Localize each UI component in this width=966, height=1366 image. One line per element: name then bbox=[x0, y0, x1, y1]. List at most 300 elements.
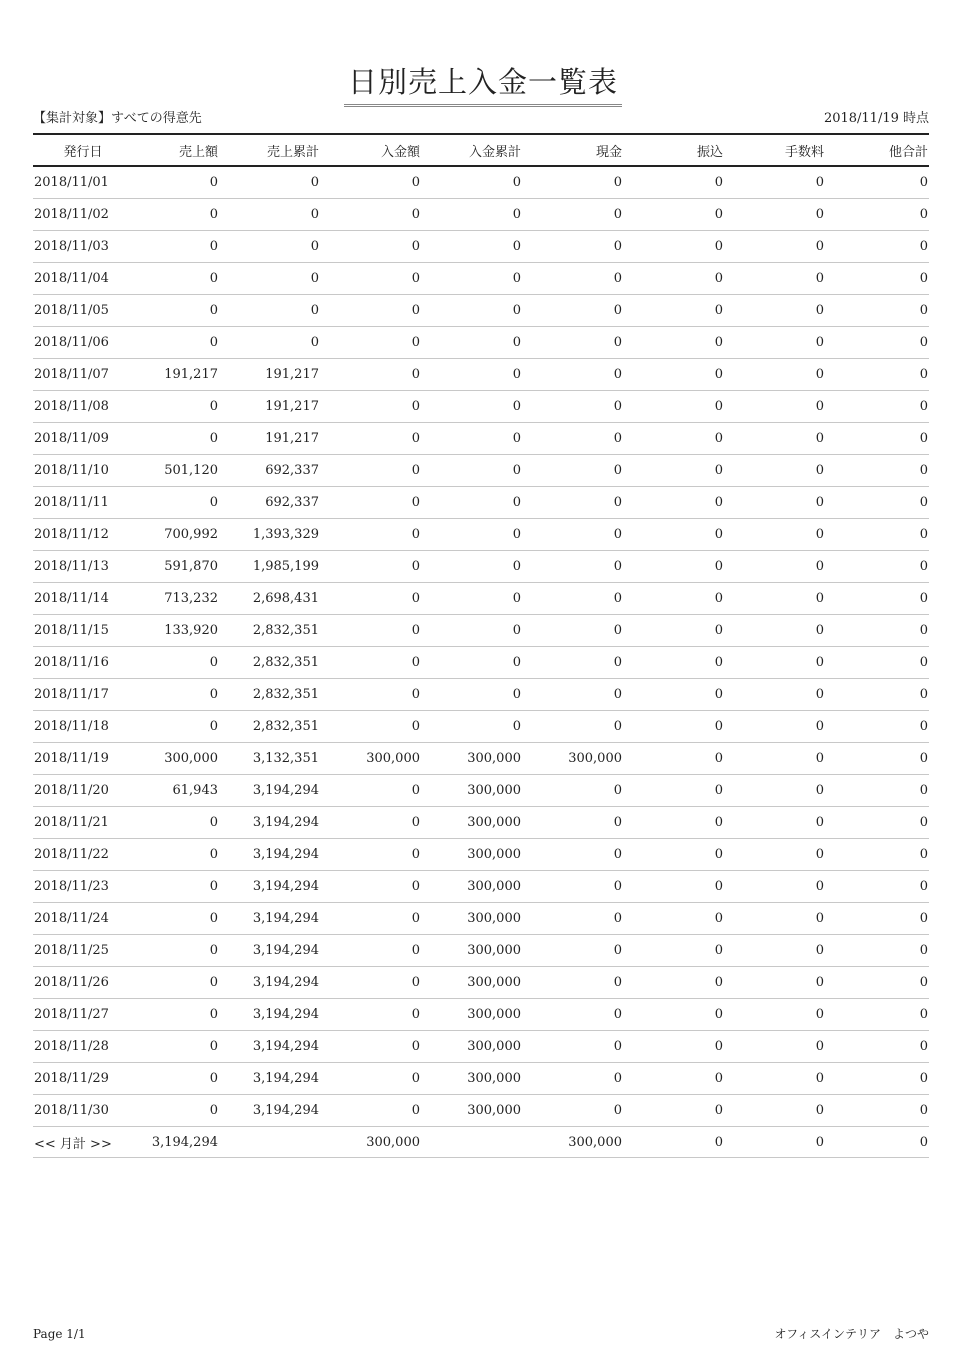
cell-payment: 0 bbox=[320, 711, 421, 743]
cell-sales-cumulative: 3,194,294 bbox=[219, 967, 320, 999]
cell-payment: 0 bbox=[320, 903, 421, 935]
cell-payment: 0 bbox=[320, 935, 421, 967]
cell-other-total: 0 bbox=[825, 519, 929, 551]
cell-transfer: 0 bbox=[623, 839, 724, 871]
cell-fee: 0 bbox=[724, 903, 825, 935]
cell-sales: 0 bbox=[133, 647, 219, 679]
cell-sales: 133,920 bbox=[133, 615, 219, 647]
cell-payment-cumulative: 300,000 bbox=[421, 967, 522, 999]
total-sales: 3,194,294 bbox=[133, 1127, 219, 1158]
cell-payment-cumulative: 0 bbox=[421, 295, 522, 327]
column-header-fee: 手数料 bbox=[724, 134, 825, 166]
cell-payment-cumulative: 0 bbox=[421, 551, 522, 583]
cell-other-total: 0 bbox=[825, 935, 929, 967]
cell-date: 2018/11/02 bbox=[33, 199, 133, 231]
cell-other-total: 0 bbox=[825, 551, 929, 583]
cell-date: 2018/11/23 bbox=[33, 871, 133, 903]
cell-cash: 0 bbox=[522, 615, 623, 647]
cell-payment-cumulative: 300,000 bbox=[421, 871, 522, 903]
cell-payment: 0 bbox=[320, 231, 421, 263]
cell-payment: 0 bbox=[320, 551, 421, 583]
monthly-total-row bbox=[33, 1127, 929, 1158]
table-row bbox=[33, 839, 929, 871]
cell-fee: 0 bbox=[724, 231, 825, 263]
column-header-cash: 現金 bbox=[522, 134, 623, 166]
column-header-sales: 売上額 bbox=[133, 134, 219, 166]
cell-date: 2018/11/22 bbox=[33, 839, 133, 871]
cell-payment-cumulative: 300,000 bbox=[421, 1031, 522, 1063]
cell-sales: 0 bbox=[133, 263, 219, 295]
table-row bbox=[33, 647, 929, 679]
cell-fee: 0 bbox=[724, 519, 825, 551]
cell-sales: 0 bbox=[133, 1095, 219, 1127]
cell-date: 2018/11/29 bbox=[33, 1063, 133, 1095]
cell-payment: 0 bbox=[320, 583, 421, 615]
table-row bbox=[33, 551, 929, 583]
table-row bbox=[33, 935, 929, 967]
cell-payment: 0 bbox=[320, 1095, 421, 1127]
cell-sales-cumulative: 3,194,294 bbox=[219, 807, 320, 839]
cell-fee: 0 bbox=[724, 423, 825, 455]
cell-sales: 0 bbox=[133, 967, 219, 999]
cell-sales: 0 bbox=[133, 1031, 219, 1063]
cell-sales-cumulative: 0 bbox=[219, 166, 320, 199]
cell-payment: 0 bbox=[320, 647, 421, 679]
cell-other-total: 0 bbox=[825, 263, 929, 295]
table-row bbox=[33, 711, 929, 743]
table-row bbox=[33, 359, 929, 391]
cell-date: 2018/11/26 bbox=[33, 967, 133, 999]
cell-fee: 0 bbox=[724, 743, 825, 775]
table-row bbox=[33, 679, 929, 711]
cell-sales-cumulative: 0 bbox=[219, 199, 320, 231]
cell-payment-cumulative: 0 bbox=[421, 615, 522, 647]
cell-date: 2018/11/11 bbox=[33, 487, 133, 519]
column-header-transfer: 振込 bbox=[623, 134, 724, 166]
cell-transfer: 0 bbox=[623, 871, 724, 903]
cell-other-total: 0 bbox=[825, 391, 929, 423]
cell-fee: 0 bbox=[724, 615, 825, 647]
total-sales-cumulative bbox=[219, 1127, 320, 1158]
cell-payment: 0 bbox=[320, 775, 421, 807]
cell-cash: 0 bbox=[522, 647, 623, 679]
cell-transfer: 0 bbox=[623, 551, 724, 583]
cell-fee: 0 bbox=[724, 583, 825, 615]
cell-payment-cumulative: 300,000 bbox=[421, 1095, 522, 1127]
cell-other-total: 0 bbox=[825, 711, 929, 743]
cell-other-total: 0 bbox=[825, 327, 929, 359]
cell-date: 2018/11/13 bbox=[33, 551, 133, 583]
cell-sales: 191,217 bbox=[133, 359, 219, 391]
cell-sales-cumulative: 191,217 bbox=[219, 391, 320, 423]
table-header bbox=[33, 134, 929, 166]
total-cash: 300,000 bbox=[522, 1127, 623, 1158]
cell-payment-cumulative: 0 bbox=[421, 711, 522, 743]
cell-transfer: 0 bbox=[623, 295, 724, 327]
cell-other-total: 0 bbox=[825, 199, 929, 231]
cell-other-total: 0 bbox=[825, 455, 929, 487]
cell-fee: 0 bbox=[724, 871, 825, 903]
total-payment-cumulative bbox=[421, 1127, 522, 1158]
cell-fee: 0 bbox=[724, 295, 825, 327]
cell-sales-cumulative: 3,194,294 bbox=[219, 1031, 320, 1063]
cell-payment-cumulative: 300,000 bbox=[421, 935, 522, 967]
company-name: オフィスインテリア よつや bbox=[774, 1327, 929, 1341]
cell-other-total: 0 bbox=[825, 1031, 929, 1063]
cell-sales: 0 bbox=[133, 679, 219, 711]
cell-fee: 0 bbox=[724, 487, 825, 519]
cell-date: 2018/11/07 bbox=[33, 359, 133, 391]
cell-date: 2018/11/05 bbox=[33, 295, 133, 327]
table-row bbox=[33, 871, 929, 903]
cell-transfer: 0 bbox=[623, 583, 724, 615]
page-number: Page 1/1 bbox=[33, 1327, 86, 1341]
cell-cash: 0 bbox=[522, 967, 623, 999]
cell-payment: 0 bbox=[320, 327, 421, 359]
cell-transfer: 0 bbox=[623, 1063, 724, 1095]
cell-fee: 0 bbox=[724, 455, 825, 487]
cell-cash: 0 bbox=[522, 263, 623, 295]
cell-cash: 0 bbox=[522, 487, 623, 519]
cell-payment-cumulative: 0 bbox=[421, 263, 522, 295]
cell-payment: 0 bbox=[320, 1031, 421, 1063]
cell-fee: 0 bbox=[724, 1031, 825, 1063]
table-row bbox=[33, 199, 929, 231]
cell-payment-cumulative: 0 bbox=[421, 679, 522, 711]
cell-other-total: 0 bbox=[825, 423, 929, 455]
cell-payment-cumulative: 0 bbox=[421, 487, 522, 519]
cell-cash: 0 bbox=[522, 359, 623, 391]
table-row bbox=[33, 295, 929, 327]
cell-payment: 0 bbox=[320, 295, 421, 327]
cell-sales-cumulative: 3,194,294 bbox=[219, 1095, 320, 1127]
cell-other-total: 0 bbox=[825, 487, 929, 519]
cell-transfer: 0 bbox=[623, 903, 724, 935]
cell-sales: 0 bbox=[133, 295, 219, 327]
cell-payment: 0 bbox=[320, 391, 421, 423]
table-row bbox=[33, 807, 929, 839]
cell-sales-cumulative: 3,194,294 bbox=[219, 1063, 320, 1095]
cell-other-total: 0 bbox=[825, 583, 929, 615]
cell-date: 2018/11/20 bbox=[33, 775, 133, 807]
cell-other-total: 0 bbox=[825, 647, 929, 679]
cell-cash: 0 bbox=[522, 1031, 623, 1063]
total-label: << 月計 >> bbox=[33, 1127, 133, 1158]
cell-payment: 0 bbox=[320, 166, 421, 199]
cell-payment: 0 bbox=[320, 615, 421, 647]
table-row bbox=[33, 231, 929, 263]
cell-sales-cumulative: 3,194,294 bbox=[219, 839, 320, 871]
cell-transfer: 0 bbox=[623, 327, 724, 359]
cell-cash: 0 bbox=[522, 871, 623, 903]
cell-sales: 0 bbox=[133, 839, 219, 871]
page-title bbox=[0, 62, 966, 107]
report-subheader bbox=[33, 109, 929, 129]
cell-other-total: 0 bbox=[825, 359, 929, 391]
cell-payment-cumulative: 300,000 bbox=[421, 1063, 522, 1095]
cell-cash: 0 bbox=[522, 551, 623, 583]
cell-payment: 0 bbox=[320, 487, 421, 519]
cell-date: 2018/11/25 bbox=[33, 935, 133, 967]
cell-other-total: 0 bbox=[825, 1063, 929, 1095]
cell-transfer: 0 bbox=[623, 807, 724, 839]
cell-fee: 0 bbox=[724, 263, 825, 295]
cell-payment-cumulative: 0 bbox=[421, 199, 522, 231]
cell-fee: 0 bbox=[724, 391, 825, 423]
cell-date: 2018/11/19 bbox=[33, 743, 133, 775]
table-row bbox=[33, 967, 929, 999]
cell-cash: 0 bbox=[522, 295, 623, 327]
cell-transfer: 0 bbox=[623, 1031, 724, 1063]
cell-sales: 0 bbox=[133, 1063, 219, 1095]
cell-fee: 0 bbox=[724, 551, 825, 583]
cell-sales-cumulative: 0 bbox=[219, 295, 320, 327]
table-row bbox=[33, 775, 929, 807]
cell-transfer: 0 bbox=[623, 519, 724, 551]
cell-date: 2018/11/04 bbox=[33, 263, 133, 295]
cell-cash: 0 bbox=[522, 1063, 623, 1095]
cell-date: 2018/11/03 bbox=[33, 231, 133, 263]
total-payment: 300,000 bbox=[320, 1127, 421, 1158]
cell-date: 2018/11/18 bbox=[33, 711, 133, 743]
cell-fee: 0 bbox=[724, 166, 825, 199]
cell-payment-cumulative: 300,000 bbox=[421, 743, 522, 775]
table-body bbox=[33, 166, 929, 1127]
cell-sales: 300,000 bbox=[133, 743, 219, 775]
cell-payment: 0 bbox=[320, 839, 421, 871]
cell-payment-cumulative: 300,000 bbox=[421, 999, 522, 1031]
cell-sales: 0 bbox=[133, 871, 219, 903]
daily-sales-table bbox=[33, 133, 929, 1158]
cell-sales: 0 bbox=[133, 166, 219, 199]
cell-transfer: 0 bbox=[623, 231, 724, 263]
cell-transfer: 0 bbox=[623, 615, 724, 647]
cell-sales: 713,232 bbox=[133, 583, 219, 615]
cell-other-total: 0 bbox=[825, 231, 929, 263]
cell-sales: 700,992 bbox=[133, 519, 219, 551]
cell-fee: 0 bbox=[724, 199, 825, 231]
cell-date: 2018/11/15 bbox=[33, 615, 133, 647]
cell-sales: 0 bbox=[133, 231, 219, 263]
cell-date: 2018/11/01 bbox=[33, 166, 133, 199]
cell-sales-cumulative: 3,194,294 bbox=[219, 871, 320, 903]
cell-transfer: 0 bbox=[623, 455, 724, 487]
cell-sales: 0 bbox=[133, 999, 219, 1031]
cell-date: 2018/11/28 bbox=[33, 1031, 133, 1063]
cell-transfer: 0 bbox=[623, 487, 724, 519]
cell-cash: 0 bbox=[522, 519, 623, 551]
cell-payment-cumulative: 300,000 bbox=[421, 807, 522, 839]
cell-sales: 0 bbox=[133, 391, 219, 423]
cell-fee: 0 bbox=[724, 775, 825, 807]
cell-other-total: 0 bbox=[825, 903, 929, 935]
table-row bbox=[33, 1031, 929, 1063]
cell-payment: 0 bbox=[320, 263, 421, 295]
cell-date: 2018/11/06 bbox=[33, 327, 133, 359]
cell-cash: 0 bbox=[522, 391, 623, 423]
cell-payment: 0 bbox=[320, 423, 421, 455]
cell-payment: 0 bbox=[320, 871, 421, 903]
cell-other-total: 0 bbox=[825, 743, 929, 775]
cell-sales-cumulative: 191,217 bbox=[219, 359, 320, 391]
table-row bbox=[33, 519, 929, 551]
cell-sales: 0 bbox=[133, 807, 219, 839]
cell-date: 2018/11/27 bbox=[33, 999, 133, 1031]
cell-cash: 0 bbox=[522, 423, 623, 455]
cell-fee: 0 bbox=[724, 711, 825, 743]
cell-payment: 0 bbox=[320, 359, 421, 391]
cell-transfer: 0 bbox=[623, 359, 724, 391]
cell-transfer: 0 bbox=[623, 679, 724, 711]
cell-date: 2018/11/08 bbox=[33, 391, 133, 423]
cell-sales: 0 bbox=[133, 711, 219, 743]
cell-payment-cumulative: 0 bbox=[421, 359, 522, 391]
cell-sales-cumulative: 3,194,294 bbox=[219, 935, 320, 967]
cell-other-total: 0 bbox=[825, 1095, 929, 1127]
cell-transfer: 0 bbox=[623, 647, 724, 679]
cell-other-total: 0 bbox=[825, 615, 929, 647]
cell-fee: 0 bbox=[724, 1063, 825, 1095]
cell-cash: 0 bbox=[522, 231, 623, 263]
cell-payment-cumulative: 300,000 bbox=[421, 775, 522, 807]
cell-other-total: 0 bbox=[825, 295, 929, 327]
cell-cash: 0 bbox=[522, 1095, 623, 1127]
cell-cash: 0 bbox=[522, 999, 623, 1031]
table-row bbox=[33, 1095, 929, 1127]
cell-payment-cumulative: 0 bbox=[421, 647, 522, 679]
cell-fee: 0 bbox=[724, 935, 825, 967]
cell-transfer: 0 bbox=[623, 423, 724, 455]
cell-sales-cumulative: 0 bbox=[219, 263, 320, 295]
aggregation-target: 【集計対象】すべての得意先 bbox=[33, 111, 202, 126]
cell-sales-cumulative: 1,393,329 bbox=[219, 519, 320, 551]
cell-cash: 0 bbox=[522, 775, 623, 807]
cell-other-total: 0 bbox=[825, 775, 929, 807]
cell-cash: 300,000 bbox=[522, 743, 623, 775]
column-header-payment-cumulative: 入金累計 bbox=[421, 134, 522, 166]
cell-transfer: 0 bbox=[623, 711, 724, 743]
cell-fee: 0 bbox=[724, 1095, 825, 1127]
cell-payment: 0 bbox=[320, 679, 421, 711]
cell-sales-cumulative: 0 bbox=[219, 327, 320, 359]
cell-fee: 0 bbox=[724, 679, 825, 711]
cell-cash: 0 bbox=[522, 327, 623, 359]
cell-transfer: 0 bbox=[623, 166, 724, 199]
cell-cash: 0 bbox=[522, 935, 623, 967]
column-header-payment: 入金額 bbox=[320, 134, 421, 166]
cell-fee: 0 bbox=[724, 999, 825, 1031]
cell-transfer: 0 bbox=[623, 263, 724, 295]
cell-date: 2018/11/12 bbox=[33, 519, 133, 551]
cell-payment-cumulative: 0 bbox=[421, 231, 522, 263]
cell-date: 2018/11/17 bbox=[33, 679, 133, 711]
cell-sales: 0 bbox=[133, 327, 219, 359]
cell-transfer: 0 bbox=[623, 743, 724, 775]
cell-cash: 0 bbox=[522, 807, 623, 839]
cell-other-total: 0 bbox=[825, 839, 929, 871]
cell-sales: 591,870 bbox=[133, 551, 219, 583]
cell-sales: 61,943 bbox=[133, 775, 219, 807]
cell-payment: 0 bbox=[320, 455, 421, 487]
cell-fee: 0 bbox=[724, 327, 825, 359]
cell-transfer: 0 bbox=[623, 775, 724, 807]
table-row bbox=[33, 1063, 929, 1095]
cell-payment: 300,000 bbox=[320, 743, 421, 775]
cell-payment: 0 bbox=[320, 807, 421, 839]
cell-payment-cumulative: 0 bbox=[421, 391, 522, 423]
cell-payment-cumulative: 0 bbox=[421, 327, 522, 359]
cell-other-total: 0 bbox=[825, 967, 929, 999]
cell-fee: 0 bbox=[724, 807, 825, 839]
cell-sales-cumulative: 3,132,351 bbox=[219, 743, 320, 775]
table-row bbox=[33, 423, 929, 455]
cell-payment: 0 bbox=[320, 999, 421, 1031]
cell-sales-cumulative: 692,337 bbox=[219, 487, 320, 519]
column-header-date: 発行日 bbox=[33, 134, 133, 166]
cell-date: 2018/11/30 bbox=[33, 1095, 133, 1127]
cell-transfer: 0 bbox=[623, 1095, 724, 1127]
cell-other-total: 0 bbox=[825, 871, 929, 903]
total-fee: 0 bbox=[724, 1127, 825, 1158]
cell-transfer: 0 bbox=[623, 391, 724, 423]
cell-sales-cumulative: 191,217 bbox=[219, 423, 320, 455]
cell-transfer: 0 bbox=[623, 199, 724, 231]
table-row bbox=[33, 391, 929, 423]
page-title-text: 日別売上入金一覧表 bbox=[344, 62, 622, 107]
cell-cash: 0 bbox=[522, 199, 623, 231]
cell-sales-cumulative: 2,832,351 bbox=[219, 711, 320, 743]
total-other-total: 0 bbox=[825, 1127, 929, 1158]
cell-transfer: 0 bbox=[623, 935, 724, 967]
cell-transfer: 0 bbox=[623, 999, 724, 1031]
column-header-sales-cumulative: 売上累計 bbox=[219, 134, 320, 166]
cell-sales-cumulative: 3,194,294 bbox=[219, 903, 320, 935]
cell-fee: 0 bbox=[724, 359, 825, 391]
table-footer bbox=[33, 1127, 929, 1158]
table-row bbox=[33, 327, 929, 359]
cell-cash: 0 bbox=[522, 583, 623, 615]
cell-sales: 0 bbox=[133, 423, 219, 455]
cell-payment: 0 bbox=[320, 199, 421, 231]
table-row bbox=[33, 999, 929, 1031]
table-row bbox=[33, 583, 929, 615]
cell-sales-cumulative: 2,832,351 bbox=[219, 679, 320, 711]
cell-cash: 0 bbox=[522, 839, 623, 871]
cell-payment-cumulative: 0 bbox=[421, 519, 522, 551]
cell-payment-cumulative: 300,000 bbox=[421, 839, 522, 871]
cell-date: 2018/11/16 bbox=[33, 647, 133, 679]
cell-date: 2018/11/09 bbox=[33, 423, 133, 455]
cell-date: 2018/11/24 bbox=[33, 903, 133, 935]
cell-sales-cumulative: 3,194,294 bbox=[219, 775, 320, 807]
cell-other-total: 0 bbox=[825, 807, 929, 839]
cell-date: 2018/11/21 bbox=[33, 807, 133, 839]
cell-sales: 0 bbox=[133, 199, 219, 231]
cell-payment-cumulative: 0 bbox=[421, 583, 522, 615]
cell-sales-cumulative: 0 bbox=[219, 231, 320, 263]
cell-sales-cumulative: 1,985,199 bbox=[219, 551, 320, 583]
cell-sales-cumulative: 2,832,351 bbox=[219, 615, 320, 647]
as-of-date: 2018/11/19 時点 bbox=[823, 111, 929, 126]
table-row bbox=[33, 615, 929, 647]
cell-cash: 0 bbox=[522, 903, 623, 935]
cell-cash: 0 bbox=[522, 455, 623, 487]
cell-sales-cumulative: 2,832,351 bbox=[219, 647, 320, 679]
cell-payment-cumulative: 0 bbox=[421, 455, 522, 487]
cell-payment: 0 bbox=[320, 519, 421, 551]
cell-sales-cumulative: 2,698,431 bbox=[219, 583, 320, 615]
cell-fee: 0 bbox=[724, 647, 825, 679]
